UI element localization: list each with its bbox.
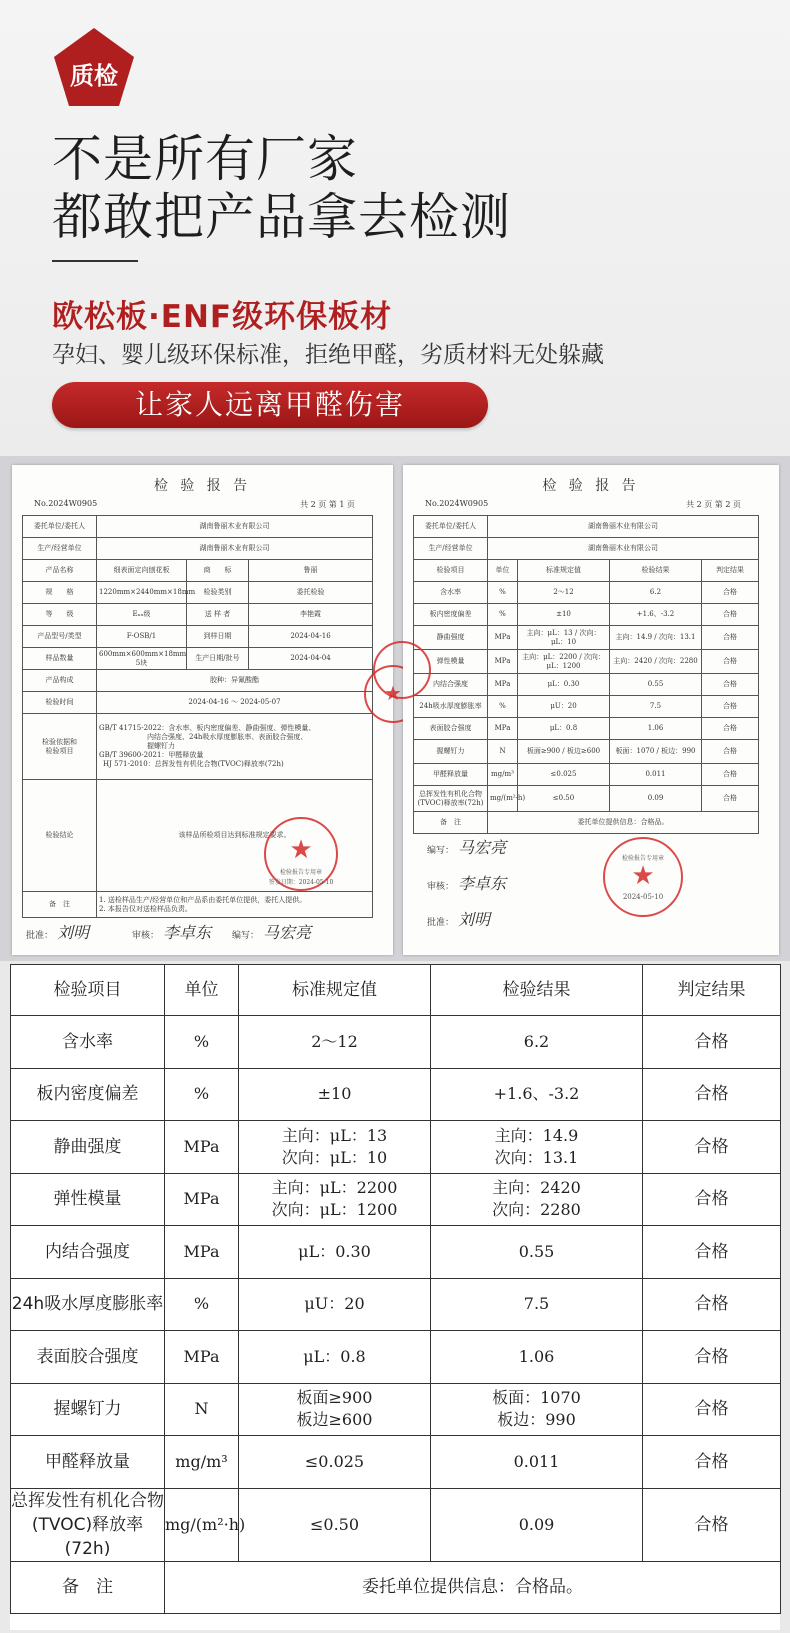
approve-signature: [26, 920, 89, 943]
badge-label: 质检: [70, 62, 118, 90]
remark-line: 1. 送检样品生产/经营单位和产品系由委托单位提供，委托人提供。: [99, 895, 307, 904]
item-cell: [11, 1436, 165, 1489]
standard-line-1: ≤0.50: [309, 1514, 360, 1534]
cell: N: [488, 740, 518, 764]
cell: 合格: [702, 650, 759, 674]
star-icon: ★: [631, 861, 655, 891]
cell: MPa: [488, 626, 518, 650]
cell: 静曲强度: [414, 626, 488, 650]
seal-date: 签发日期：2024-05-10: [268, 879, 334, 886]
quality-badge: [52, 26, 136, 110]
standard-line-2: 次向：μL：10: [281, 1147, 388, 1167]
cell: 李艳霞: [249, 604, 373, 626]
headline-line-2: 都敢把产品拿去检测: [52, 188, 511, 246]
table-row: [11, 1226, 781, 1279]
judge-cell: 合格: [643, 1226, 781, 1279]
cell: 板面≥900 / 板边≥600: [518, 740, 610, 764]
cell: MPa: [488, 718, 518, 740]
cell: 湖南鲁丽木业有限公司: [488, 538, 759, 560]
cell: 判定结果: [702, 560, 759, 582]
standard-line-1: μL：0.30: [298, 1241, 371, 1261]
cell: 主向：μL：13 / 次向：μL：10: [518, 626, 610, 650]
cell: +1.6、-3.2: [610, 604, 702, 626]
cell: 委托单位提供信息：合格品。: [488, 812, 759, 834]
result-cell: [431, 1278, 643, 1331]
standard-cell: [239, 1068, 431, 1121]
basis-line: GB/T 41715-2022：含水率、板内密度偏差、静曲强度、弹性模量、: [99, 724, 316, 732]
result-line-1: +1.6、-3.2: [493, 1084, 580, 1104]
result-cell: [431, 1173, 643, 1226]
cell: ≤0.50: [518, 786, 610, 812]
unit-cell: %: [165, 1016, 239, 1069]
results-table: [10, 964, 781, 1614]
results-table-section: [10, 964, 780, 1630]
divider: [52, 260, 138, 262]
judge-cell: 合格: [643, 1331, 781, 1384]
cell: 板内密度偏差: [414, 604, 488, 626]
review-signature: [427, 871, 506, 894]
result-cell: [431, 1488, 643, 1561]
judge-cell: 合格: [643, 1121, 781, 1174]
compile-label: 编写：: [232, 931, 260, 941]
result-line-2: 次向：2280: [492, 1200, 581, 1220]
review-sig: 李卓东: [163, 923, 212, 942]
cell: 600mm×600mm×18mm 5块: [97, 648, 187, 670]
report-page-2: [403, 465, 779, 955]
cell: MPa: [488, 674, 518, 696]
unit-cell: %: [165, 1278, 239, 1331]
report-page-count: 共 2 页 第 2 页: [686, 500, 741, 509]
cell: 合格: [702, 764, 759, 786]
standard-cell: [239, 1331, 431, 1384]
review-signature: [132, 920, 211, 943]
judge-cell: 合格: [643, 1488, 781, 1561]
approve-signature: [427, 907, 490, 930]
remark-label: 备 注: [11, 1561, 165, 1613]
item-cell: [11, 1383, 165, 1436]
compile-signature: [427, 835, 506, 858]
cell: 0.011: [610, 764, 702, 786]
cell: 委托单位/委托人: [23, 516, 97, 538]
cell: 单位: [488, 560, 518, 582]
cell: 主向：2420 / 次向：2280: [610, 650, 702, 674]
result-line-1: 主向：2420: [492, 1178, 581, 1198]
standard-cell: [239, 1383, 431, 1436]
cell: 标准规定值: [518, 560, 610, 582]
item-line-1: 弹性模量: [53, 1189, 122, 1210]
cell: 等 级: [23, 604, 97, 626]
slogan-pill: 让家人远离甲醛伤害: [52, 382, 488, 428]
cell: MPa: [488, 650, 518, 674]
item-line-1: 含水率: [62, 1031, 113, 1052]
unit-cell: mg/(m²·h): [165, 1488, 239, 1561]
cell: 检验时间: [23, 692, 97, 714]
unit-cell: MPa: [165, 1226, 239, 1279]
headline-line-1: 不是所有厂家: [52, 130, 358, 188]
cell: 商 标: [187, 560, 249, 582]
basis-line: GB/T 39600-2021：甲醛释放量: [99, 751, 204, 759]
cell: Eₙₓ级: [97, 604, 187, 626]
official-seal: [603, 837, 683, 917]
cell: [23, 714, 97, 780]
cell: 内结合强度: [414, 674, 488, 696]
approve-sig: 刘明: [57, 923, 90, 942]
cell: 握螺钉力: [414, 740, 488, 764]
cell: 0.09: [610, 786, 702, 812]
review-label: 审核：: [132, 931, 160, 941]
standard-line-1: 主向：μL：13: [281, 1125, 388, 1145]
approve-label: 批准：: [427, 918, 455, 928]
standard-cell: [239, 1436, 431, 1489]
unit-cell: mg/m³: [165, 1436, 239, 1489]
cell: μU：20: [518, 696, 610, 718]
cell: 到样日期: [187, 626, 249, 648]
cell: 湖南鲁丽木业有限公司: [97, 516, 373, 538]
cell: 合格: [702, 740, 759, 764]
hero-section: [0, 0, 790, 456]
cell: 1.06: [610, 718, 702, 740]
cell: 2024-04-04: [249, 648, 373, 670]
cell: 检验类别: [187, 582, 249, 604]
cell: 合格: [702, 786, 759, 812]
cell: 合格: [702, 674, 759, 696]
seal-text: 检验报告专用章: [279, 869, 322, 876]
remark-text: 委托单位提供信息：合格品。: [165, 1561, 781, 1613]
cell: 2024-04-16: [249, 626, 373, 648]
cell: [97, 714, 373, 780]
standard-line-1: μU：20: [304, 1294, 365, 1314]
cell: 生产日期/批号: [187, 648, 249, 670]
cell: 表面胶合强度: [414, 718, 488, 740]
cell: μL：0.8: [518, 718, 610, 740]
compile-signature: [232, 920, 311, 943]
cell: ±10: [518, 604, 610, 626]
item-line-1: 甲醛释放量: [45, 1451, 130, 1472]
cell: 送 样 者: [187, 604, 249, 626]
cell: 甲醛释放量: [414, 764, 488, 786]
cell: 备 注: [23, 892, 97, 918]
tagline: 孕妇、婴儿级环保标准，拒绝甲醛，劣质材料无处躲藏: [52, 342, 604, 368]
item-line-1: 总挥发性有机化合物: [11, 1490, 164, 1511]
cell: %: [488, 696, 518, 718]
item-line-1: 握螺钉力: [53, 1399, 122, 1420]
basis-label-2: 检验项目: [45, 746, 74, 755]
result-line-1: 1.06: [518, 1346, 555, 1366]
unit-cell: %: [165, 1068, 239, 1121]
result-line-1: 0.55: [518, 1241, 555, 1261]
unit-cell: MPa: [165, 1331, 239, 1384]
item-cell: [11, 1278, 165, 1331]
table-row: [11, 1436, 781, 1489]
result-cell: [431, 1436, 643, 1489]
compile-sig: 马宏亮: [263, 923, 312, 942]
standard-line-1: 主向：μL：2200: [271, 1178, 398, 1198]
standard-line-1: 2～12: [311, 1031, 358, 1051]
cell: 主向：14.9 / 次向：13.1: [610, 626, 702, 650]
table-row: [11, 1068, 781, 1121]
table-row: [11, 1331, 781, 1384]
cell: 1220mm×2440mm×18mm: [97, 582, 187, 604]
item-line-1: 内结合强度: [45, 1241, 130, 1262]
cell: 检验结果: [610, 560, 702, 582]
cell: 0.55: [610, 674, 702, 696]
basis-line: 内结合强度、24h吸水厚度膨胀率、表面胶合强度、: [147, 733, 308, 741]
cell: F-OSB/1: [97, 626, 187, 648]
cell: 含水率: [414, 582, 488, 604]
cell: 胶种：异氰酸酯: [97, 670, 373, 692]
cell: 合格: [702, 696, 759, 718]
item-line-1: 静曲强度: [53, 1136, 122, 1157]
cell: 产品名称: [23, 560, 97, 582]
basis-line: HJ 571-2010：总挥发性有机化合物(TVOC)释放率(72h): [103, 760, 284, 768]
result-line-2: 次向：13.1: [494, 1147, 579, 1167]
result-line-1: 7.5: [523, 1294, 550, 1314]
cell: 鲁丽: [249, 560, 373, 582]
table-row: [11, 1173, 781, 1226]
standard-cell: [239, 1121, 431, 1174]
star-icon: ★: [289, 835, 313, 865]
cell: ≤0.025: [518, 764, 610, 786]
review-label: 审核：: [427, 882, 455, 892]
table-header-row: [11, 965, 781, 1016]
cell: 规 格: [23, 582, 97, 604]
standard-cell: [239, 1173, 431, 1226]
standard-cell: [239, 1016, 431, 1069]
cell: [97, 892, 373, 918]
standard-line-1: ±10: [317, 1084, 352, 1104]
star-icon: ★: [384, 681, 402, 705]
subtitle: 欧松板·ENF级环保板材: [52, 299, 393, 335]
result-cell: [431, 1383, 643, 1436]
report-number: No.2024W0905: [425, 499, 489, 508]
cell: 细表面定向刨花板: [97, 560, 187, 582]
cell: 板面：1070 / 板边：990: [610, 740, 702, 764]
unit-cell: MPa: [165, 1121, 239, 1174]
cell: 检验项目: [414, 560, 488, 582]
judge-cell: 合格: [643, 1278, 781, 1331]
item-line-1: 24h吸水厚度膨胀率: [11, 1294, 164, 1315]
item-cell: [11, 1121, 165, 1174]
standard-cell: [239, 1226, 431, 1279]
approve-label: 批准：: [26, 931, 54, 941]
header-result: 检验结果: [431, 965, 643, 1016]
report-photos: [0, 456, 790, 961]
cell: 委托检验: [249, 582, 373, 604]
headline: [52, 130, 511, 246]
cell: 产品型号/类型: [23, 626, 97, 648]
standard-line-2: 次向：μL：1200: [271, 1200, 398, 1220]
judge-cell: 合格: [643, 1016, 781, 1069]
official-seal: [264, 817, 338, 891]
item-line-1: 表面胶合强度: [36, 1346, 139, 1367]
cell: 湖南鲁丽木业有限公司: [488, 516, 759, 538]
report-page-count: 共 2 页 第 1 页: [300, 500, 355, 509]
result-line-1: 0.011: [513, 1451, 560, 1471]
report-number: No.2024W0905: [34, 499, 98, 508]
item-cell: [11, 1488, 165, 1561]
result-line-1: 板面：1070: [492, 1388, 581, 1408]
table-row: [11, 1488, 781, 1561]
item-cell: [11, 1331, 165, 1384]
cell: 总挥发性有机化合物(TVOC)释放率(72h): [414, 786, 488, 812]
result-line-1: 0.09: [518, 1514, 555, 1534]
cell: 产品构成: [23, 670, 97, 692]
seal-date: 2024-05-10: [622, 893, 664, 901]
standard-line-1: 板面≥900: [296, 1388, 373, 1408]
cell: mg/m³: [488, 764, 518, 786]
item-line-1: 板内密度偏差: [36, 1084, 139, 1105]
remark-line: 2. 本报告仅对送检样品负责。: [99, 904, 192, 913]
result-line-2: 板边：990: [497, 1410, 576, 1430]
header-judge: 判定结果: [643, 965, 781, 1016]
cell: 备 注: [414, 812, 488, 834]
item-line-2: (TVOC)释放率(72h): [31, 1514, 144, 1559]
result-cell: [431, 1068, 643, 1121]
result-cell: [431, 1226, 643, 1279]
conclusion-text: 该样品所检项目达到标准规定要求。: [178, 831, 291, 839]
item-cell: [11, 1173, 165, 1226]
approve-sig: 刘明: [458, 910, 491, 929]
result-line-1: 主向：14.9: [494, 1125, 579, 1145]
cell: 2～12: [518, 582, 610, 604]
cell: 合格: [702, 582, 759, 604]
compile-label: 编写：: [427, 846, 455, 856]
standard-cell: [239, 1488, 431, 1561]
cell: 湖南鲁丽木业有限公司: [97, 538, 373, 560]
judge-cell: 合格: [643, 1068, 781, 1121]
table-row: [11, 1016, 781, 1069]
cell: 主向：μL：2200 / 次向：μL：1200: [518, 650, 610, 674]
basis-line: 握螺钉力: [147, 742, 175, 750]
cell: 合格: [702, 626, 759, 650]
result-cell: [431, 1016, 643, 1069]
remark-row: [11, 1561, 781, 1613]
cell: %: [488, 604, 518, 626]
item-cell: [11, 1016, 165, 1069]
cell: 6.2: [610, 582, 702, 604]
cell: 弹性模量: [414, 650, 488, 674]
report-page-1: [12, 465, 402, 955]
cell: 生产/经营单位: [414, 538, 488, 560]
item-cell: [11, 1226, 165, 1279]
table-row: [11, 1121, 781, 1174]
compile-sig: 马宏亮: [458, 838, 507, 857]
seal-text: 检验报告专用章: [621, 855, 664, 862]
cell: 委托单位/委托人: [414, 516, 488, 538]
judge-cell: 合格: [643, 1383, 781, 1436]
table-body: [11, 1016, 781, 1562]
cell: 检验结论: [23, 780, 97, 892]
judge-cell: 合格: [643, 1436, 781, 1489]
cell: μL：0.30: [518, 674, 610, 696]
basis-label-1: 检验依据和: [42, 737, 77, 746]
cell: 7.5: [610, 696, 702, 718]
table-row: [11, 1383, 781, 1436]
report-title: 检 验 报 告: [542, 478, 640, 494]
header-standard: 标准规定值: [239, 965, 431, 1016]
report-2-table: [413, 515, 759, 834]
header-item: 检验项目: [11, 965, 165, 1016]
unit-cell: MPa: [165, 1173, 239, 1226]
cell: 合格: [702, 604, 759, 626]
result-line-1: 6.2: [523, 1031, 550, 1051]
result-cell: [431, 1121, 643, 1174]
review-sig: 李卓东: [458, 874, 507, 893]
result-cell: [431, 1331, 643, 1384]
item-cell: [11, 1068, 165, 1121]
cell: 2024-04-16 ～ 2024-05-07: [97, 692, 373, 714]
standard-line-1: ≤0.025: [304, 1451, 365, 1471]
judge-cell: 合格: [643, 1173, 781, 1226]
header-unit: 单位: [165, 965, 239, 1016]
cell: mg/(m²·h): [488, 786, 518, 812]
table-row: [11, 1278, 781, 1331]
side-seal: [373, 641, 431, 699]
report-title: 检 验 报 告: [153, 478, 252, 494]
unit-cell: N: [165, 1383, 239, 1436]
cell: %: [488, 582, 518, 604]
standard-cell: [239, 1278, 431, 1331]
standard-line-2: 板边≥600: [296, 1410, 373, 1430]
standard-line-1: μL：0.8: [303, 1346, 366, 1366]
cell: 24h吸水厚度膨胀率: [414, 696, 488, 718]
cell: 生产/经营单位: [23, 538, 97, 560]
cell: 合格: [702, 718, 759, 740]
cell: 样品数量: [23, 648, 97, 670]
